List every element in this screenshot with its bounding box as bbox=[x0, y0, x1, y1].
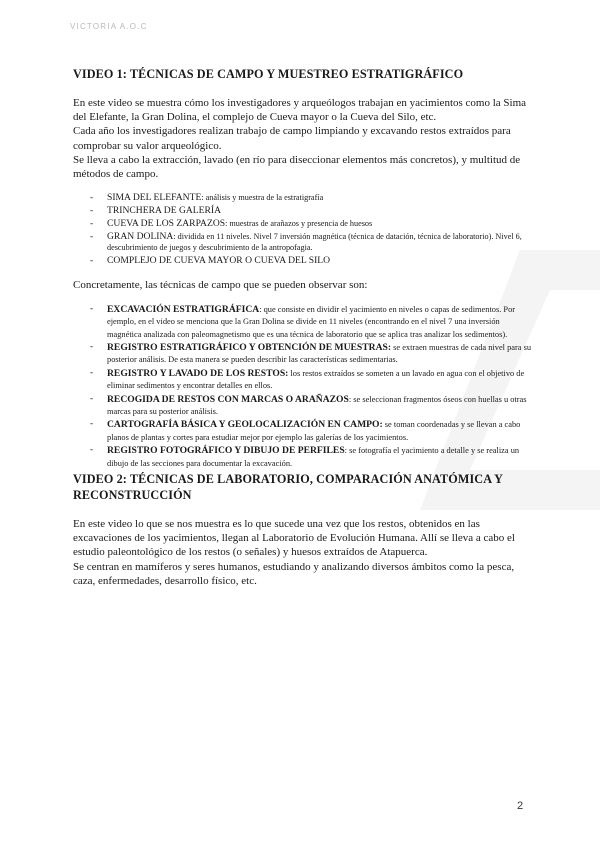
section1-intro-paragraph-3: Se lleva a cabo la extracción, lavado (en río para diseccionar elementos más concretos), y multitud de métodos de campo. bbox=[73, 153, 521, 181]
page-number: 2 bbox=[517, 800, 524, 812]
list-item: - RECOGIDA DE RESTOS CON MARCAS O ARAÑAZOS: se seleccionan fragmentos óseos con huellas u otras marcas para su posterior análisis. bbox=[90, 393, 527, 416]
list-item: - TRINCHERA DE GALERÍA bbox=[90, 205, 222, 216]
list-item: - SIMA DEL ELEFANTE: análisis y muestra de la estratigrafía bbox=[90, 192, 324, 204]
list-item: - COMPLEJO DE CUEVA MAYOR O CUEVA DEL SILO bbox=[90, 254, 331, 266]
list-item: - EXCAVACIÓN ESTRATIGRÁFICA: que consiste en dividir el yacimiento en niveles o capas de sedimentos. Por ejemplo, en el video se menciona que la Gran Dolina se divide en 11 niveles (encontrando en el nivel 7 una inversión magnética analizada con paleomagnetismo que es una técnica de laboratorio que se aplica tras analizar los sedimentos). bbox=[90, 303, 516, 339]
technique-name: RECOGIDA DE RESTOS CON MARCAS O ARAÑAZOS bbox=[107, 393, 349, 405]
technique-description: se toman coordenadas y se llevan a cabo planos de plantas y cortes para estudiar mejor por ejemplo las galerías de los yacimientos. bbox=[107, 420, 521, 442]
site-name: COMPLEJO DE CUEVA MAYOR O CUEVA DEL SILO bbox=[107, 254, 331, 266]
site-name: GRAN DOLINA bbox=[107, 230, 174, 242]
site-description: : muestras de arañazos y presencia de huesos bbox=[225, 218, 373, 228]
site-list bbox=[73, 192, 533, 266]
section2-paragraph-1: En este video lo que se nos muestra es lo que sucede una vez que los restos, obtenidos en las excavaciones de los yacimientos, llegan al Laboratorio de Evolución Humana. Allí se lleva a cabo el estudio paleontológico de los restos (o señales) y huesos extraídos de Atapuerca. bbox=[73, 518, 515, 559]
list-item: - CUEVA DE LOS ZARPAZOS: muestras de arañazos y presencia de huesos bbox=[90, 217, 373, 229]
technique-description: los restos extraídos se someten a un lavado en agua con el objetivo de eliminar sedimentos y encontrar detalles en ellos. bbox=[107, 368, 525, 391]
technique-name: CARTOGRAFÍA BÁSICA Y GEOLOCALIZACIÓN EN CAMPO: bbox=[107, 419, 383, 431]
site-name: TRINCHERA DE GALERÍA bbox=[107, 205, 222, 216]
technique-name: REGISTRO FOTOGRÁFICO Y DIBUJO DE PERFILES bbox=[107, 445, 345, 457]
section1-intro-paragraph-1: En este video se muestra cómo los investigadores y arqueólogos trabajan en yacimientos como la Sima del Elefante, la Gran Dolina, el complejo de Cueva mayor o la Cueva del Silo, etc. bbox=[73, 97, 527, 124]
site-name: SIMA DEL ELEFANTE bbox=[107, 192, 202, 204]
technique-list bbox=[73, 304, 533, 470]
techniques-intro: Concretamente, las técnicas de campo que se pueden observar son: bbox=[73, 278, 368, 291]
list-item: - REGISTRO FOTOGRÁFICO Y DIBUJO DE PERFILES: se fotografía el yacimiento a detalle y se realiza un dibujo de las secciones para documentar la excavación. bbox=[90, 445, 520, 468]
technique-name: REGISTRO ESTRATIGRÁFICO Y OBTENCIÓN DE MUESTRAS: bbox=[107, 341, 392, 353]
header-watermark-logo: VICTORIA A.O.C bbox=[70, 22, 148, 31]
technique-name: EXCAVACIÓN ESTRATIGRÁFICA bbox=[107, 303, 260, 315]
site-description: : dividida en 11 niveles. Nivel 7 inversión magnética (técnica de datación, técnica de laboratorio). Nivel 6, descubrimiento de juegos y descubrimiento de la antropofagia. bbox=[107, 231, 522, 253]
technique-name: REGISTRO Y LAVADO DE LOS RESTOS: bbox=[107, 367, 289, 379]
site-name: CUEVA DE LOS ZARPAZOS bbox=[107, 217, 226, 229]
list-item: - GRAN DOLINA: dividida en 11 niveles. Nivel 7 inversión magnética (técnica de datación, técnica de laboratorio). Nivel 6, descubrimiento de juegos y descubrimiento de la antropofagia. bbox=[90, 230, 522, 253]
section2-paragraph-2: Se centran en mamíferos y seres humanos, estudiando y analizando diversos ámbitos como la pesca, caza, enfermedades, desarrollo físico, etc. bbox=[73, 560, 515, 587]
technique-description: se extraen muestras de cada nivel para su posterior análisis. De esta manera se pueden describir las características sedimentarias. bbox=[107, 342, 532, 365]
technique-description: : que consiste en dividir el yacimiento en niveles o capas de sedimentos. Por ejemplo, en el video se menciona que la Gran Dolina se divide en 11 niveles (encontrando en el nivel 7 una inversión magnética analizada con paleomagnetismo que es una técnica de laboratorio que se aplica tras analizar los sedimentos). bbox=[107, 304, 516, 339]
technique-description: : se fotografía el yacimiento a detalle y se realiza un dibujo de las secciones para documentar la excavación. bbox=[107, 446, 520, 468]
list-item: - CARTOGRAFÍA BÁSICA Y GEOLOCALIZACIÓN EN CAMPO: se toman coordenadas y se llevan a cabo planos de plantas y cortes para estudiar mejor por ejemplo las galerías de los yacimientos. bbox=[90, 419, 521, 442]
section1-intro-paragraph-2: Cada año los investigadores realizan trabajo de campo limpiando y excavando restos extraídos para comprobar su valor arqueológico. bbox=[73, 125, 511, 152]
section2-title: VIDEO 2: TÉCNICAS DE LABORATORIO, COMPARACIÓN ANATÓMICA Y RECONSTRUCCIÓN bbox=[73, 472, 503, 503]
technique-description: : se seleccionan fragmentos óseos con huellas u otras marcas para su posterior análisis. bbox=[107, 394, 527, 416]
document-body bbox=[73, 66, 533, 588]
list-item: - REGISTRO ESTRATIGRÁFICO Y OBTENCIÓN DE MUESTRAS: se extraen muestras de cada nivel para su posterior análisis. De esta manera se pueden describir las características sedimentarias. bbox=[90, 341, 532, 365]
list-item: - REGISTRO Y LAVADO DE LOS RESTOS: los restos extraídos se someten a un lavado en agua con el objetivo de eliminar sedimentos y encontrar detalles en ellos. bbox=[90, 367, 525, 391]
site-description: : análisis y muestra de la estratigrafía bbox=[201, 193, 324, 203]
section1-title: VIDEO 1: TÉCNICAS DE CAMPO Y MUESTREO ESTRATIGRÁFICO bbox=[73, 67, 464, 81]
